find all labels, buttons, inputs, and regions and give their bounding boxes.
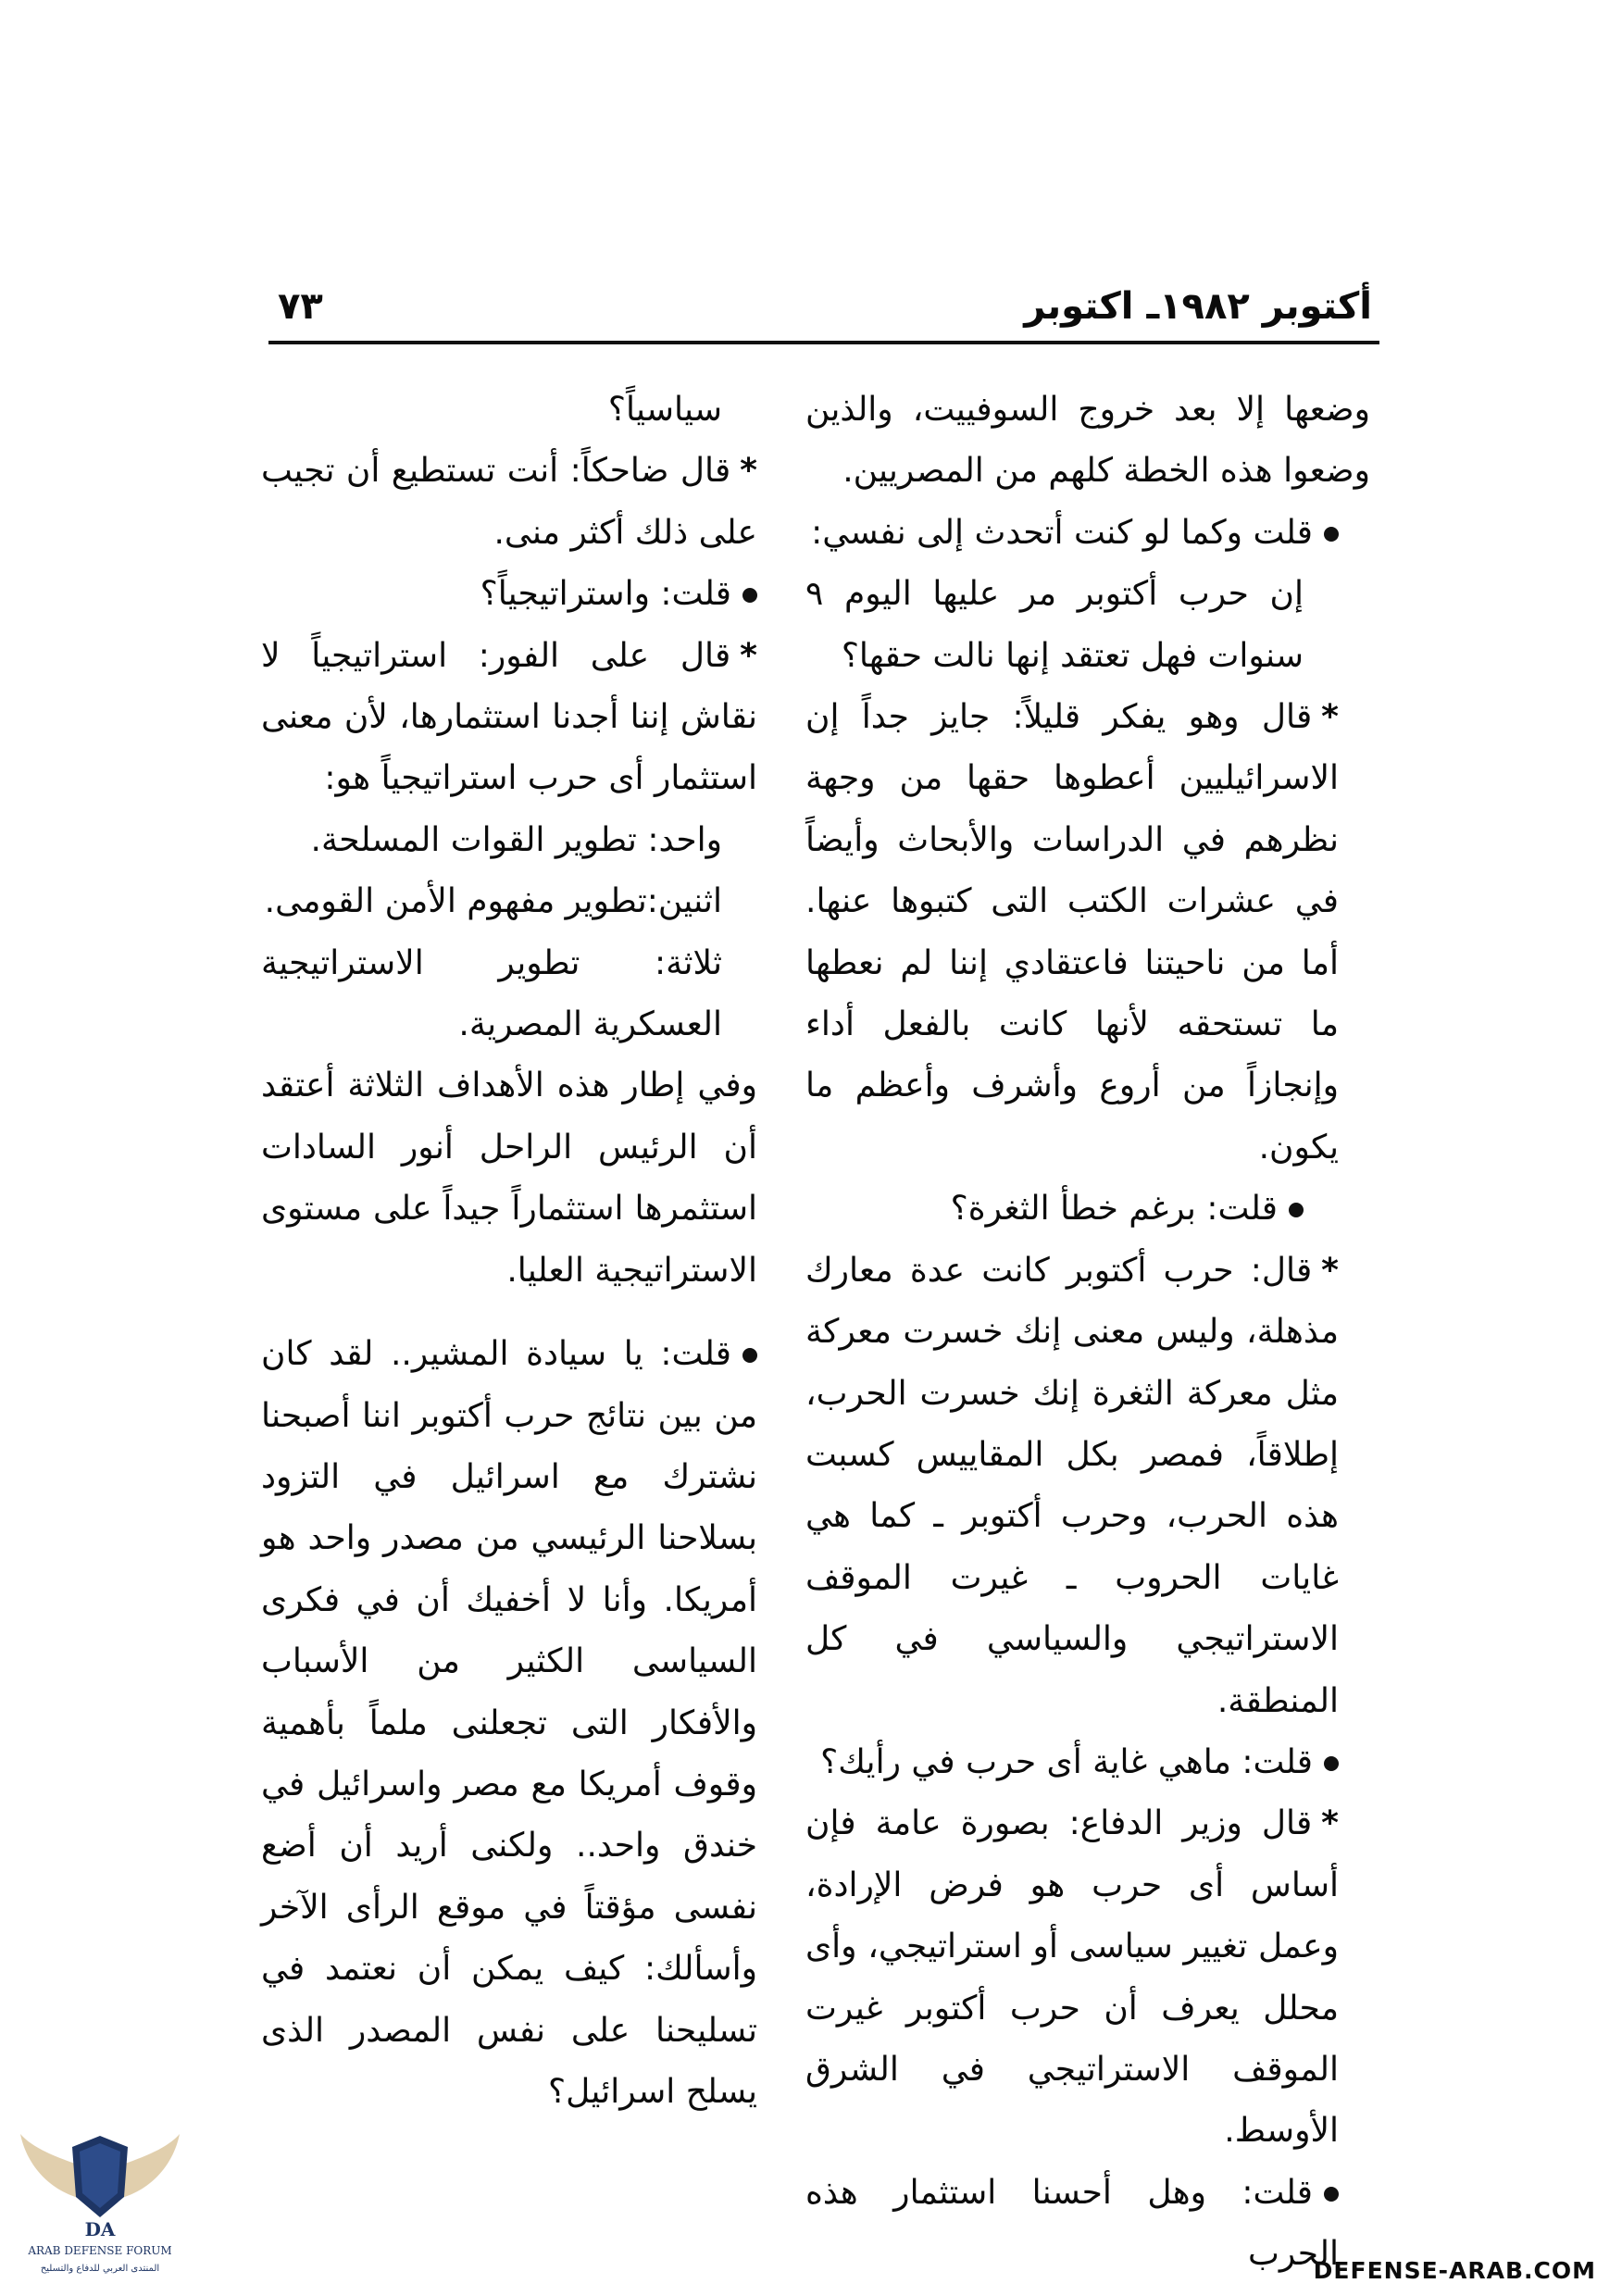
dialogue-question: قلت: يا سيادة المشير.. لقد كان من بين نتائج حرب أكتوبر اننا أصبحنا نشترك مع اسرائيل في التزود بسلاحنا الرئيسي من مصدر واحد هو أمريكا. وأنا لا أخفيك أن في فكرى السياسى الكثير من الأسباب والأفكار التى تجعلنى ملماً بأهمية وقوف أمريكا مع مصر واسرائيل في خندق واحد.. ولكنى أريد أن أضع نفسى مؤقتاً في موقع الرأى الآخر وأسألك: كيف يمكن أن نعتمد في تسليحنا على نفس المصدر الذى يسلح اسرائيل؟ xyxy=(261,1335,757,2111)
page-header-title: أكتوبر ١٩٨٢ـ اكتوبر xyxy=(1024,285,1372,328)
dialogue-question: قلت وكما لو كنت أتحدث إلى نفسي: xyxy=(805,503,1370,564)
page-number: ٧٣ xyxy=(278,285,323,328)
bullet-icon xyxy=(1324,2187,1339,2202)
logo-caption: ARAB DEFENSE FORUM xyxy=(28,2244,172,2257)
paragraph: سياسياً؟ xyxy=(607,391,722,429)
paragraph: وضعها إلا بعد خروج السوفييت، والذين وضعوا هذه الخطة كلهم من المصريين. xyxy=(805,391,1370,491)
paragraph: إن حرب أكتوبر مر عليها اليوم ٩ سنوات فهل تعتقد إنها نالت حقها؟ xyxy=(805,575,1304,675)
bullet-icon xyxy=(742,1348,757,1363)
star-icon: * xyxy=(740,452,757,491)
logo-initials: DA xyxy=(84,2218,116,2240)
star-icon: * xyxy=(1321,1251,1339,1290)
dialogue-question: قلت: واستراتيجياً؟ xyxy=(261,564,789,625)
site-watermark: DEFENSE-ARAB.COM xyxy=(1313,2257,1596,2284)
right-text-column xyxy=(805,380,1370,2286)
list-item: واحد: تطوير القوات المسلحة. xyxy=(310,820,722,859)
logo-arabic-caption: المنتدى العربي للدفاع والتسليح xyxy=(40,2264,160,2274)
dialogue-answer: *قال على الفور: استراتيجياً لا نقاش إننا أجدنا استثمارها، لأن معنى استثمار أى حرب استراتيجياً هو: xyxy=(261,636,757,798)
bullet-icon xyxy=(1324,1756,1339,1771)
dialogue-question: قلت: برغم خطأ الثغرة؟ xyxy=(805,1179,1370,1240)
dialogue-answer: *قال: حرب أكتوبر كانت عدة معارك مذهلة، وليس معنى إنك خسرت معركة مثل معركة الثغرة إنك خسرت الحرب، إطلاقاً، فمصر بكل المقاييس كسبت هذه الحرب، وحرب أكتوبر ـ كما هي غايات الحروب ـ غيرت الموقف الاستراتيجي والسياسي في كل المنطقة. xyxy=(805,1251,1339,1720)
paragraph: وفي إطار هذه الأهداف الثلاثة أعتقد أن الرئيس الراحل أنور السادات استثمرها استثماراً جيداً على مستوى الاستراتيجية العليا. xyxy=(261,1067,757,1290)
left-text-column xyxy=(261,380,789,2123)
star-icon: * xyxy=(1321,1804,1339,1843)
bullet-icon xyxy=(1324,527,1339,542)
list-item: اثنين:تطوير مفهوم الأمن القومى. xyxy=(264,882,722,921)
header-divider xyxy=(268,341,1379,344)
dialogue-answer: *قال ضاحكاً: أنت تستطيع أن تجيب على ذلك أكثر منى. xyxy=(261,452,757,552)
bullet-icon xyxy=(742,588,757,603)
arab-defense-forum-logo xyxy=(19,2125,181,2282)
dialogue-question: قلت: ماهي غاية أى حرب في رأيك؟ xyxy=(805,1732,1370,1793)
dialogue-answer: *قال وزير الدفاع: بصورة عامة فإن أساس أى حرب هو فرض الإرادة، وعمل تغيير سياسى أو استراتيجي، وأى محلل يعرف أن حرب أكتوبر غيرت الموقف الاستراتيجي في الشرق الأوسط. xyxy=(805,1804,1339,2151)
dialogue-answer: *قال وهو يفكر قليلاً: جايز جداً إن الاسرائيليين أعطوها حقها من وجهة نظرهم في الدراسات والأبحاث وأيضاً في عشرات الكتب التى كتبوها عنها. أما من ناحيتنا فاعتقادي إننا لم نعطها ما تستحقه لأنها كانت بالفعل أداء وإنجازاً من أروع وأشرف وأعظم ما يكون. xyxy=(805,698,1339,1167)
bullet-icon xyxy=(1289,1203,1304,1217)
list-item: ثلاثة: تطوير الاستراتيجية العسكرية المصرية. xyxy=(261,943,722,1044)
dialogue-question: قلت: وهل أحسنا استثمار هذه الحرب xyxy=(805,2173,1339,2274)
star-icon: * xyxy=(740,636,757,675)
star-icon: * xyxy=(1321,698,1339,737)
